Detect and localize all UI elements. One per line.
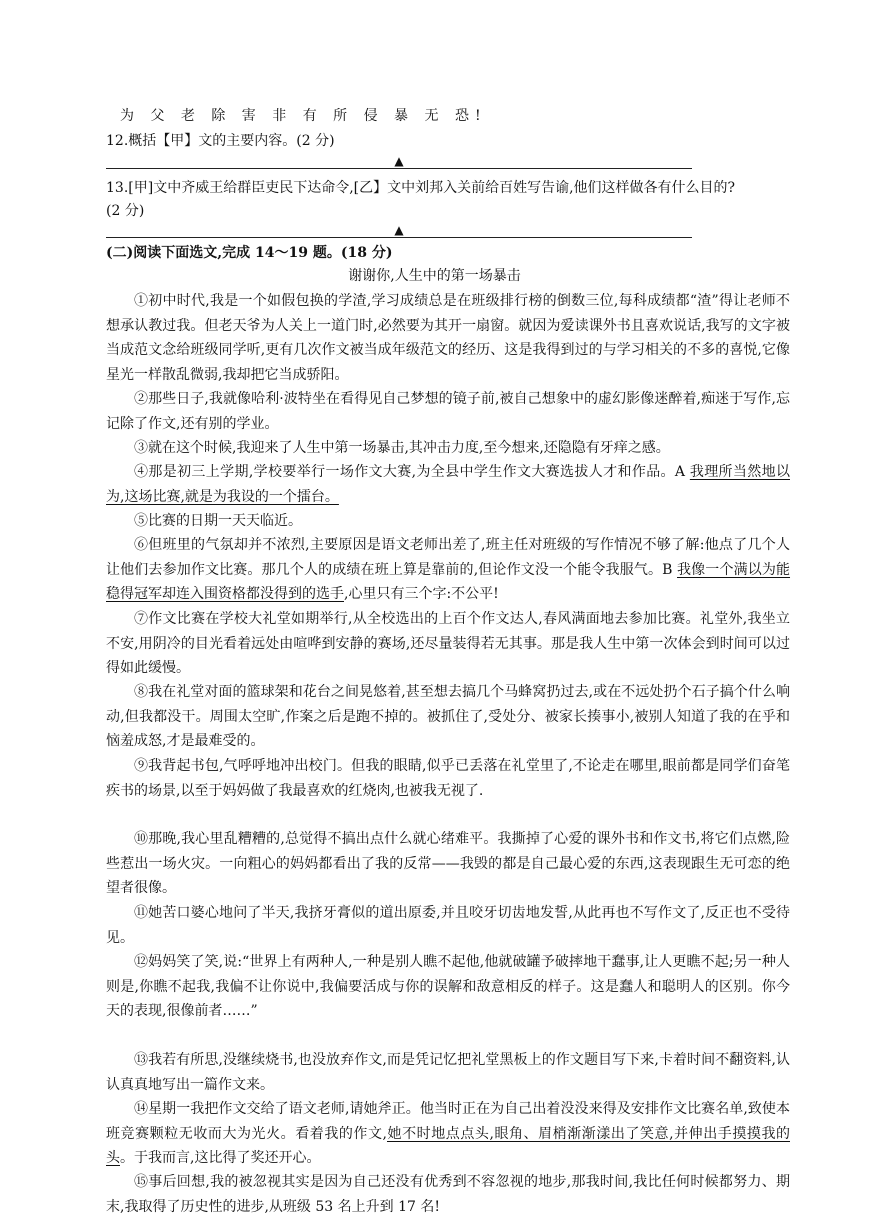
answer-rule bbox=[106, 237, 692, 238]
question-13-points: (2 分) bbox=[106, 203, 145, 219]
paragraph-6 bbox=[106, 533, 790, 607]
underlined-sentence-c: 她不时地点点头,眼角、眉梢渐渐漾出了笑意,并伸出手摸摸我的头 bbox=[106, 1125, 790, 1166]
answer-marker: ▲ bbox=[394, 223, 404, 237]
paragraph-8: ⑧我在礼堂对面的篮球架和花台之间晃悠着,甚至想去搞几个马蜂窝扔过去,或在不远处扔个石子搞个什么响动,但我都没干。周围太空旷,作案之后是跑不掉的。被抓住了,受处分、被家长揍事小,被别人知道了我的在乎和恼羞成怒,才是最难受的。 bbox=[106, 684, 790, 749]
paragraph-9: ⑨我背起书包,气呼呼地冲出校门。但我的眼睛,似乎已丢落在礼堂里了,不论走在哪里,眼前都是同学们奋笔疾书的场景,以至于妈妈做了我最喜欢的红烧肉,也被我无视了. bbox=[106, 758, 790, 799]
paragraph-7: ⑦作文比赛在学校大礼堂如期举行,从全校选出的上百个作文达人,春风满面地去参加比赛。礼堂外,我坐立不安,用阴冷的目光看着远处由喧哗到安静的赛场,还尽量装得若无其事。那是我人生中第一次体会到时间可以过得如此缓慢。 bbox=[106, 611, 790, 676]
paragraph-1: ①初中时代,我是一个如假包换的学渣,学习成绩总是在班级排行榜的倒数三位,每科成绩都“渣”得让老师不想承认教过我。但老天爷为人关上一道门时,必然要为其开一扇窗。就因为爱读课外书且喜欢说话,我写的文字被当成范文念给班级同学听,更有几次作文被当成年级范文的经历、这是我得到过的与学习相关的不多的喜悦,它像星光一样散乱微弱,我却把它当成骄阳。 bbox=[106, 293, 790, 383]
paragraph-13: ⑬我若有所思,没继续烧书,也没放弃作文,而是凭记忆把礼堂黑板上的作文题目写下来,卡着时间不翻资料,认认真真地写出一篇作文来。 bbox=[106, 1052, 790, 1093]
q11-answer-tail: 为 父 老 除 害 非 有 所 侵 暴 无 恐! bbox=[120, 108, 487, 124]
paragraph-3: ③就在这个时候,我迎来了人生中第一场暴击,其冲击力度,至今想来,还隐隐有牙痒之感。 bbox=[134, 440, 670, 456]
paragraph-2: ②那些日子,我就像哈利·波特坐在看得见自己梦想的镜子前,被自己想象中的虚幻影像迷醉着,痴迷于写作,忘记除了作文,还有别的学业。 bbox=[106, 391, 790, 432]
paragraph-11: ⑪她苦口婆心地问了半天,我挤牙膏似的道出原委,并且咬牙切齿地发誓,从此再也不写作文了,反正也不受待见。 bbox=[106, 905, 790, 946]
paragraph-12: ⑫妈妈笑了笑,说:“世界上有两种人,一种是别人瞧不起他,他就破罐予破摔地干蠢事,让人更瞧不起;另一种人则是,你瞧不起我,我偏不让你说中,我偏要活成与你的误解和敌意相反的样子。这是蠢人和聪明人的区别。你今天的表现,很像前者……” bbox=[106, 954, 790, 1019]
underlined-sentence-a: 我理所当然地以为,这场比赛,就是为我设的一个擂台。 bbox=[106, 464, 790, 505]
paragraph-10: ⑩那晚,我心里乱糟糟的,总觉得不搞出点什么就心绪难平。我撕掉了心爱的课外书和作文书,将它们点燃,险些惹出一场火灾。一向粗心的妈妈都看出了我的反常——我毁的都是自己最心爱的东西,这表现跟生无可恋的绝望者很像。 bbox=[106, 831, 790, 896]
paragraph-14-text: ⑭星期一我把作文交给了语文老师,请她斧正。他当时正在为自己出着没没来得及安排作文比赛名单,致使本班竞赛颗粒无收而大为光火。看着我的作文, bbox=[106, 1101, 790, 1142]
section-2-heading: (二)阅读下面选文,完成 14～19 题。(18 分) bbox=[106, 245, 393, 261]
question-13: 13.[甲]文中齐威王给群臣吏民下达命令,[乙】文中刘邦入关前给百姓写告谕,他们这样做各有什么目的? bbox=[106, 180, 736, 196]
paragraph-14-tail: 。于我而言,这比得了奖还开心。 bbox=[120, 1150, 321, 1166]
paragraph-14 bbox=[106, 1097, 790, 1171]
paragraph-15: ⑮事后回想,我的被忽视其实是因为自己还没有优秀到不容忽视的地步,那我时间,我比任何时候都努力、期末,我取得了历史性的进步,从班级 53 名上升到 17 名! bbox=[106, 1174, 790, 1215]
question-12: 12.概括【甲】文的主要内容。(2 分) bbox=[106, 133, 335, 149]
paragraph-6-tail: ,心里只有三个字:不公平! bbox=[344, 586, 499, 602]
paragraph-6-text: ⑥但班里的气氛却并不浓烈,主要原因是语文老师出差了,班主任对班级的写作情况不够了解:他点了几个人让他们去参加作文比赛。那几个人的成绩在班上算是靠前的,但论作文没一个能令我服气。B bbox=[106, 537, 790, 578]
paragraph-4-text: ④那是初三上学期,学校要举行一场作文大赛,为全县中学生作文大赛选拔人才和作品。A bbox=[134, 464, 690, 480]
underlined-sentence-b: 我像一个满以为能稳得冠军却连入围资格都没得到的选手 bbox=[106, 561, 791, 602]
answer-rule bbox=[106, 168, 692, 169]
answer-marker: ▲ bbox=[394, 154, 404, 168]
paragraph-4 bbox=[106, 460, 790, 509]
article-title: 谢谢你,人生中的第一场暴击 bbox=[348, 268, 521, 284]
paragraph-5: ⑤比赛的日期一天天临近。 bbox=[134, 513, 302, 529]
